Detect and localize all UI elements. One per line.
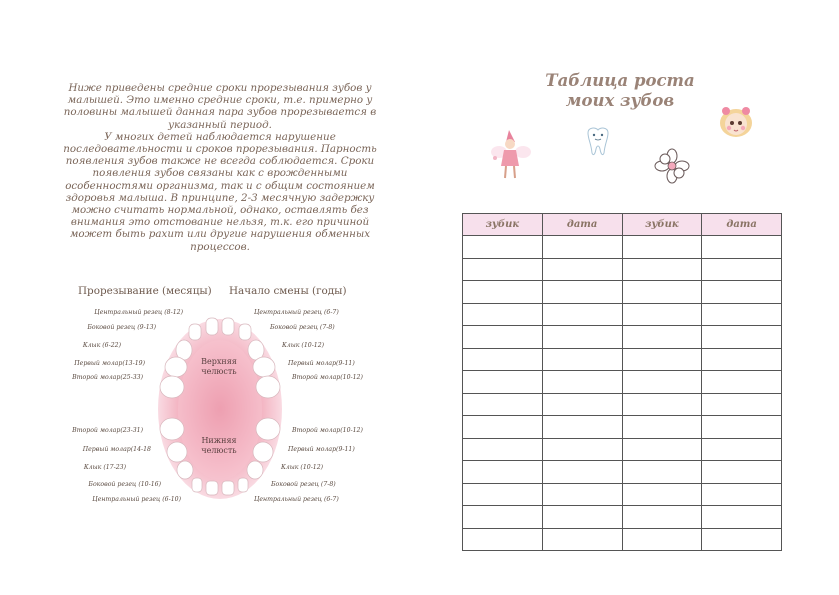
header-date-2: дата xyxy=(702,214,782,236)
table-cell[interactable] xyxy=(463,236,543,259)
table-row xyxy=(463,483,782,506)
tooth xyxy=(222,318,234,335)
table-cell[interactable] xyxy=(463,438,543,461)
table-cell[interactable] xyxy=(622,371,702,394)
table-cell[interactable] xyxy=(463,461,543,484)
table-cell[interactable] xyxy=(542,348,622,371)
label-lower-left-1: Второй молар(23-31) xyxy=(72,427,143,434)
tooth xyxy=(238,478,248,492)
table-cell[interactable] xyxy=(622,348,702,371)
label-lower-right-2: Первый молар(9-11) xyxy=(288,446,355,453)
table-cell[interactable] xyxy=(542,303,622,326)
label-upper-left-1: Центральный резец (8-12) xyxy=(94,309,183,316)
table-row xyxy=(463,281,782,304)
label-upper-right-3: Клык (10-12) xyxy=(282,342,325,349)
table-cell[interactable] xyxy=(622,258,702,281)
table-cell[interactable] xyxy=(542,483,622,506)
table-row xyxy=(463,461,782,484)
label-upper-left-3: Клык (6-22) xyxy=(82,342,121,349)
label-upper-right-5: Второй молар(10-12) xyxy=(292,374,363,381)
table-cell[interactable] xyxy=(542,326,622,349)
tooth xyxy=(222,481,234,495)
label-lower-left-3: Клык (17-23) xyxy=(83,464,126,471)
tooth xyxy=(167,442,187,462)
table-row xyxy=(463,326,782,349)
intro-text xyxy=(58,82,382,253)
table-cell[interactable] xyxy=(702,461,782,484)
label-upper-left-2: Боковой резец (9-13) xyxy=(87,324,156,331)
table-cell[interactable] xyxy=(622,393,702,416)
label-upper-left-4: Первый молар(13-19) xyxy=(74,360,145,367)
header-tooth-1: зубик xyxy=(463,214,543,236)
fairy-icon xyxy=(489,128,533,182)
label-lower-left-4: Боковой резец (10-16) xyxy=(88,481,161,488)
tooth-chart xyxy=(150,312,290,502)
intro-paragraph-2: У многих детей наблюдается нарушение последовательности и сроков прорезывания. Парность появления зубов также не всегда соблюдается. Сроки появления зубов связаны как с врожденными особенностями организма, так и с общим состоянием здоровья малыша. В принципе, 2-3 месячную задержку можно считать нормальной, однако, оставлять без внимания это отстование нельзя, т.к. его причиной может быть рахит или другие нарушения обменных процессов. xyxy=(63,130,377,253)
table-cell[interactable] xyxy=(702,393,782,416)
label-upper-right-2: Боковой резец (7-8) xyxy=(270,324,335,331)
table-row xyxy=(463,393,782,416)
table-cell[interactable] xyxy=(622,483,702,506)
table-cell[interactable] xyxy=(702,438,782,461)
label-lower-left-2: Первый молар(14-18 xyxy=(82,446,151,453)
tooth xyxy=(189,324,201,340)
table-cell[interactable] xyxy=(542,393,622,416)
table-cell[interactable] xyxy=(542,416,622,439)
flower-icon xyxy=(654,148,690,184)
label-lower-right-3: Клык (10-12) xyxy=(281,464,324,471)
table-cell[interactable] xyxy=(702,528,782,551)
table-title xyxy=(530,71,710,111)
table-cell[interactable] xyxy=(463,416,543,439)
table-cell[interactable] xyxy=(542,258,622,281)
table-cell[interactable] xyxy=(463,303,543,326)
table-cell[interactable] xyxy=(542,236,622,259)
table-body xyxy=(463,236,782,551)
table-title-line-1: Таблица роста xyxy=(545,71,695,90)
tooth xyxy=(177,461,193,479)
table-cell[interactable] xyxy=(622,281,702,304)
table-cell[interactable] xyxy=(542,438,622,461)
tooth xyxy=(192,478,202,492)
table-cell[interactable] xyxy=(622,528,702,551)
label-lower-right-4: Боковой резец (7-8) xyxy=(271,481,336,488)
tooth xyxy=(206,481,218,495)
table-row xyxy=(463,258,782,281)
table-cell[interactable] xyxy=(463,393,543,416)
table-cell[interactable] xyxy=(463,371,543,394)
table-cell[interactable] xyxy=(702,258,782,281)
label-lower-right-1: Второй молар(10-12) xyxy=(292,427,363,434)
label-upper-right-1: Центральный резец (6-7) xyxy=(254,309,339,316)
table-cell[interactable] xyxy=(463,258,543,281)
tooth xyxy=(160,418,184,440)
replacement-heading: Начало смены (годы) xyxy=(229,285,347,297)
table-cell[interactable] xyxy=(702,371,782,394)
tooth xyxy=(253,357,275,377)
table-cell[interactable] xyxy=(702,281,782,304)
table-cell[interactable] xyxy=(542,528,622,551)
upper-jaw-label: Верхняя челюсть xyxy=(201,357,237,376)
table-cell[interactable] xyxy=(463,326,543,349)
table-cell[interactable] xyxy=(622,303,702,326)
table-row xyxy=(463,303,782,326)
table-cell[interactable] xyxy=(463,528,543,551)
tooth xyxy=(256,376,280,398)
table-cell[interactable] xyxy=(463,281,543,304)
tooth xyxy=(165,357,187,377)
table-row xyxy=(463,438,782,461)
table-cell[interactable] xyxy=(463,348,543,371)
intro-paragraph-1: Ниже приведены средние сроки прорезывания зубов у малышей. Это именно средние сроки, т.е. примерно у половины малышей данная пара зубов прорезывается в указанный период. xyxy=(63,82,377,131)
table-cell[interactable] xyxy=(702,416,782,439)
table-cell[interactable] xyxy=(702,303,782,326)
table-cell[interactable] xyxy=(622,461,702,484)
table-cell[interactable] xyxy=(622,326,702,349)
table-cell[interactable] xyxy=(542,371,622,394)
tooth xyxy=(160,376,184,398)
table-cell[interactable] xyxy=(622,236,702,259)
tooth xyxy=(247,461,263,479)
table-header-row xyxy=(463,214,782,236)
table-cell[interactable] xyxy=(463,506,543,529)
lower-jaw-label: Нижняя челюсть xyxy=(201,436,237,455)
table-cell[interactable] xyxy=(702,483,782,506)
label-upper-left-5: Второй молар(25-33) xyxy=(72,374,143,381)
table-cell[interactable] xyxy=(622,416,702,439)
table-title-line-2: моих зубов xyxy=(565,91,675,110)
table-row xyxy=(463,371,782,394)
doll-head-icon xyxy=(715,104,757,140)
tooth xyxy=(206,318,218,335)
table-cell[interactable] xyxy=(542,506,622,529)
header-tooth-2: зубик xyxy=(622,214,702,236)
table-row xyxy=(463,236,782,259)
table-row xyxy=(463,348,782,371)
table-cell[interactable] xyxy=(542,461,622,484)
table-row xyxy=(463,528,782,551)
tooth xyxy=(256,418,280,440)
table-cell[interactable] xyxy=(542,281,622,304)
teeth-growth-table xyxy=(462,213,782,551)
table-cell[interactable] xyxy=(702,348,782,371)
label-upper-right-4: Первый молар(9-11) xyxy=(288,360,355,367)
tooth-icon xyxy=(584,125,612,157)
table-row xyxy=(463,506,782,529)
tooth xyxy=(253,442,273,462)
eruption-heading: Прорезывание (месяцы) xyxy=(78,285,212,297)
table-cell[interactable] xyxy=(702,506,782,529)
label-lower-left-5: Центральный резец (6-10) xyxy=(92,496,181,503)
table-cell[interactable] xyxy=(702,236,782,259)
table-row xyxy=(463,416,782,439)
tooth xyxy=(239,324,251,340)
table-cell[interactable] xyxy=(463,483,543,506)
table-cell[interactable] xyxy=(622,438,702,461)
label-lower-right-5: Центральный резец (6-7) xyxy=(254,496,339,503)
header-date-1: дата xyxy=(542,214,622,236)
table-cell[interactable] xyxy=(702,326,782,349)
table-cell[interactable] xyxy=(622,506,702,529)
